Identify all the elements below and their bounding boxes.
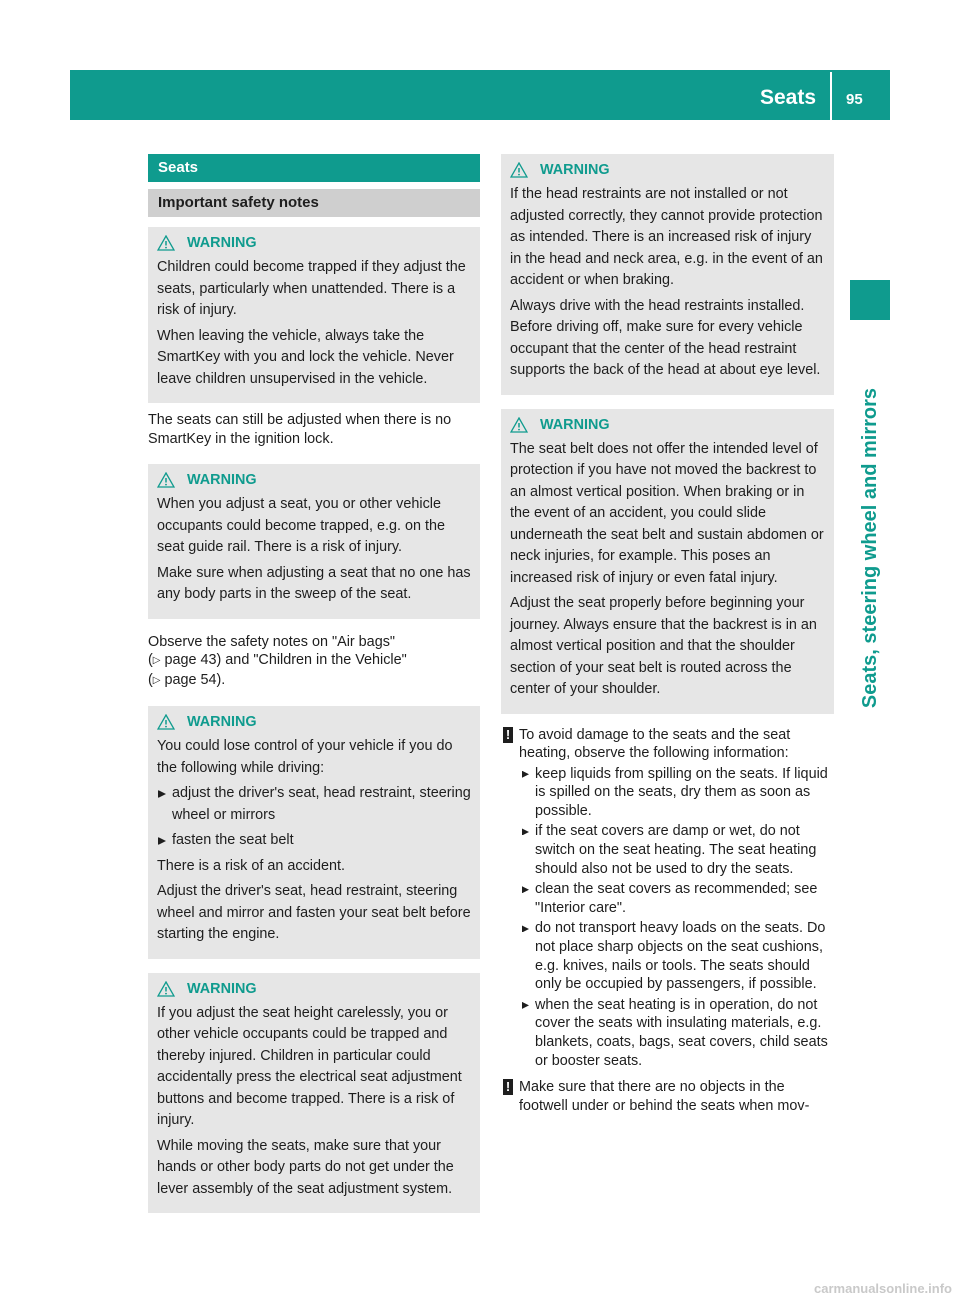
left-column: [148, 154, 480, 1221]
note-block: [501, 1078, 834, 1115]
warning-label: WARNING: [540, 416, 610, 433]
warning-triangle-icon: [157, 472, 175, 488]
warning-label: WARNING: [187, 235, 257, 251]
page-ref-link[interactable]: page 54).: [160, 671, 226, 688]
chapter-tab: [850, 280, 890, 320]
warning-label: WARNING: [187, 714, 257, 730]
warning-heading: [157, 979, 472, 999]
warning-text: Always drive with the head restraints installed. Before driving off, make sure for every vehicle occupant that the center of the head restraint supports the back of the head at about eye level.: [510, 297, 821, 378]
note-text: Make sure that there are no objects in the footwell under or behind the seats when mov-: [519, 1079, 810, 1114]
warning-label: WARNING: [187, 980, 257, 997]
page-ref-arrow-icon: ▷: [152, 655, 161, 666]
warning-box: [148, 706, 480, 959]
warning-label: WARNING: [187, 472, 257, 488]
note-item: clean the seat covers as recommended; see "Interior care".: [519, 880, 834, 917]
warning-heading: [157, 233, 472, 253]
warning-text: Children could become trapped if they adjust the seats, particularly when unattended. There is a risk of injury.: [157, 259, 466, 318]
warning-text: If the head restraints are not installed or not adjusted correctly, they cannot provide protection as intended. There is an increased risk of injury in the head and neck area, e.g. in the event of an accident or when braking.: [510, 186, 823, 288]
warning-heading: [510, 415, 826, 435]
warning-text: There is a risk of an accident.: [157, 857, 345, 874]
warning-text: Adjust the driver's seat, head restraint, steering wheel and mirror and fasten your seat belt before starting the engine.: [157, 883, 471, 942]
warning-text: Adjust the seat properly before beginning your journey. Always ensure that the backrest is in an almost vertical position and that the shoulder section of your seat belt is routed across the center of your shoulder.: [510, 595, 817, 697]
warning-heading: [157, 470, 472, 490]
body-text: The seats can still be adjusted when there is no SmartKey in the ignition lock.: [148, 412, 452, 447]
exclamation-icon: !: [503, 727, 513, 743]
warning-label: WARNING: [540, 162, 610, 178]
warning-text: While moving the seats, make sure that your hands or other body parts do not get under the lever assembly of the seat adjustment system.: [157, 1137, 454, 1197]
warning-triangle-icon: [510, 417, 528, 433]
header-divider: [830, 72, 832, 120]
warning-text: You could lose control of your vehicle if you do the following while driving:: [157, 738, 453, 776]
right-column: [501, 154, 834, 1115]
chapter-label: Seats, steering wheel and mirrors: [859, 387, 881, 709]
warning-bullet: fasten the seat belt: [157, 830, 472, 852]
warning-text: Make sure when adjusting a seat that no one has any body parts in the sweep of the seat.: [157, 564, 471, 602]
warning-box: [148, 973, 480, 1214]
warning-triangle-icon: [510, 162, 528, 178]
body-text: Observe the safety notes on "Air bags" (▷ page 43) and "Children in the Vehicle" (▷ page 54).: [148, 633, 407, 688]
warning-bullet: adjust the driver's seat, head restraint, steering wheel or mirrors: [157, 783, 472, 826]
exclamation-icon: !: [503, 1079, 513, 1095]
warning-box: [148, 227, 480, 403]
note-item: if the seat covers are damp or wet, do not switch on the seat heating. The seat heating should also not be used to dry the seats.: [519, 822, 834, 878]
warning-text: When you adjust a seat, you or other vehicle occupants could become trapped, e.g. on the seat guide rail. There is a risk of injury.: [157, 496, 446, 555]
note-text: To avoid damage to the seats and the seat heating, observe the following information:: [519, 726, 791, 762]
header-title: Seats: [760, 86, 817, 109]
subsection-title: Important safety notes: [148, 189, 480, 217]
warning-heading: [157, 712, 472, 732]
page-number: 95: [846, 91, 863, 108]
warning-text: When leaving the vehicle, always take the SmartKey with you and lock the vehicle. Never leave children unsupervised in the vehicle.: [157, 327, 454, 387]
note-item: keep liquids from spilling on the seats. If liquid is spilled on the seats, dry them as soon as possible.: [519, 765, 834, 821]
page-ref-arrow-icon: ▷: [152, 674, 161, 686]
warning-triangle-icon: [157, 981, 175, 997]
warning-triangle-icon: [157, 714, 175, 730]
note-item: when the seat heating is in operation, do not cover the seats with insulating materials, e.g. blankets, coats, bags, seat covers, child seats or booster seats.: [519, 996, 834, 1070]
page-ref-link[interactable]: page 43) and "Children in the Vehicle": [160, 652, 407, 668]
footer-watermark: carmanualsonline.info: [814, 1281, 952, 1296]
warning-box: [501, 409, 834, 714]
note-item: do not transport heavy loads on the seats. Do not place sharp objects on the seat cushions, e.g. knives, nails or tools. The seats should only be occupied by passengers, if possible.: [519, 919, 834, 993]
warning-heading: [510, 160, 826, 180]
warning-text: The seat belt does not offer the intended level of protection if you have not moved the backrest to an almost vertical position. When braking or in the event of an accident, you could slide underneath the seat belt and sustain abdomen or neck injuries, for example. This poses an increased risk of injury or even fatal injury.: [510, 440, 824, 586]
warning-text: If you adjust the seat height carelessly, you or other vehicle occupants could be trapped and thereby injured. Children in particular could accidentally press the electrical seat adjustment buttons and become trapped. There is a risk of injury.: [157, 1004, 462, 1128]
warning-triangle-icon: [157, 235, 175, 251]
section-title: Seats: [148, 154, 480, 182]
note-block: [501, 726, 834, 1071]
body-text-line: Observe the safety notes on "Air bags": [148, 633, 395, 650]
warning-box: [501, 154, 834, 395]
warning-box: [148, 464, 480, 619]
note-list: [519, 765, 834, 1071]
